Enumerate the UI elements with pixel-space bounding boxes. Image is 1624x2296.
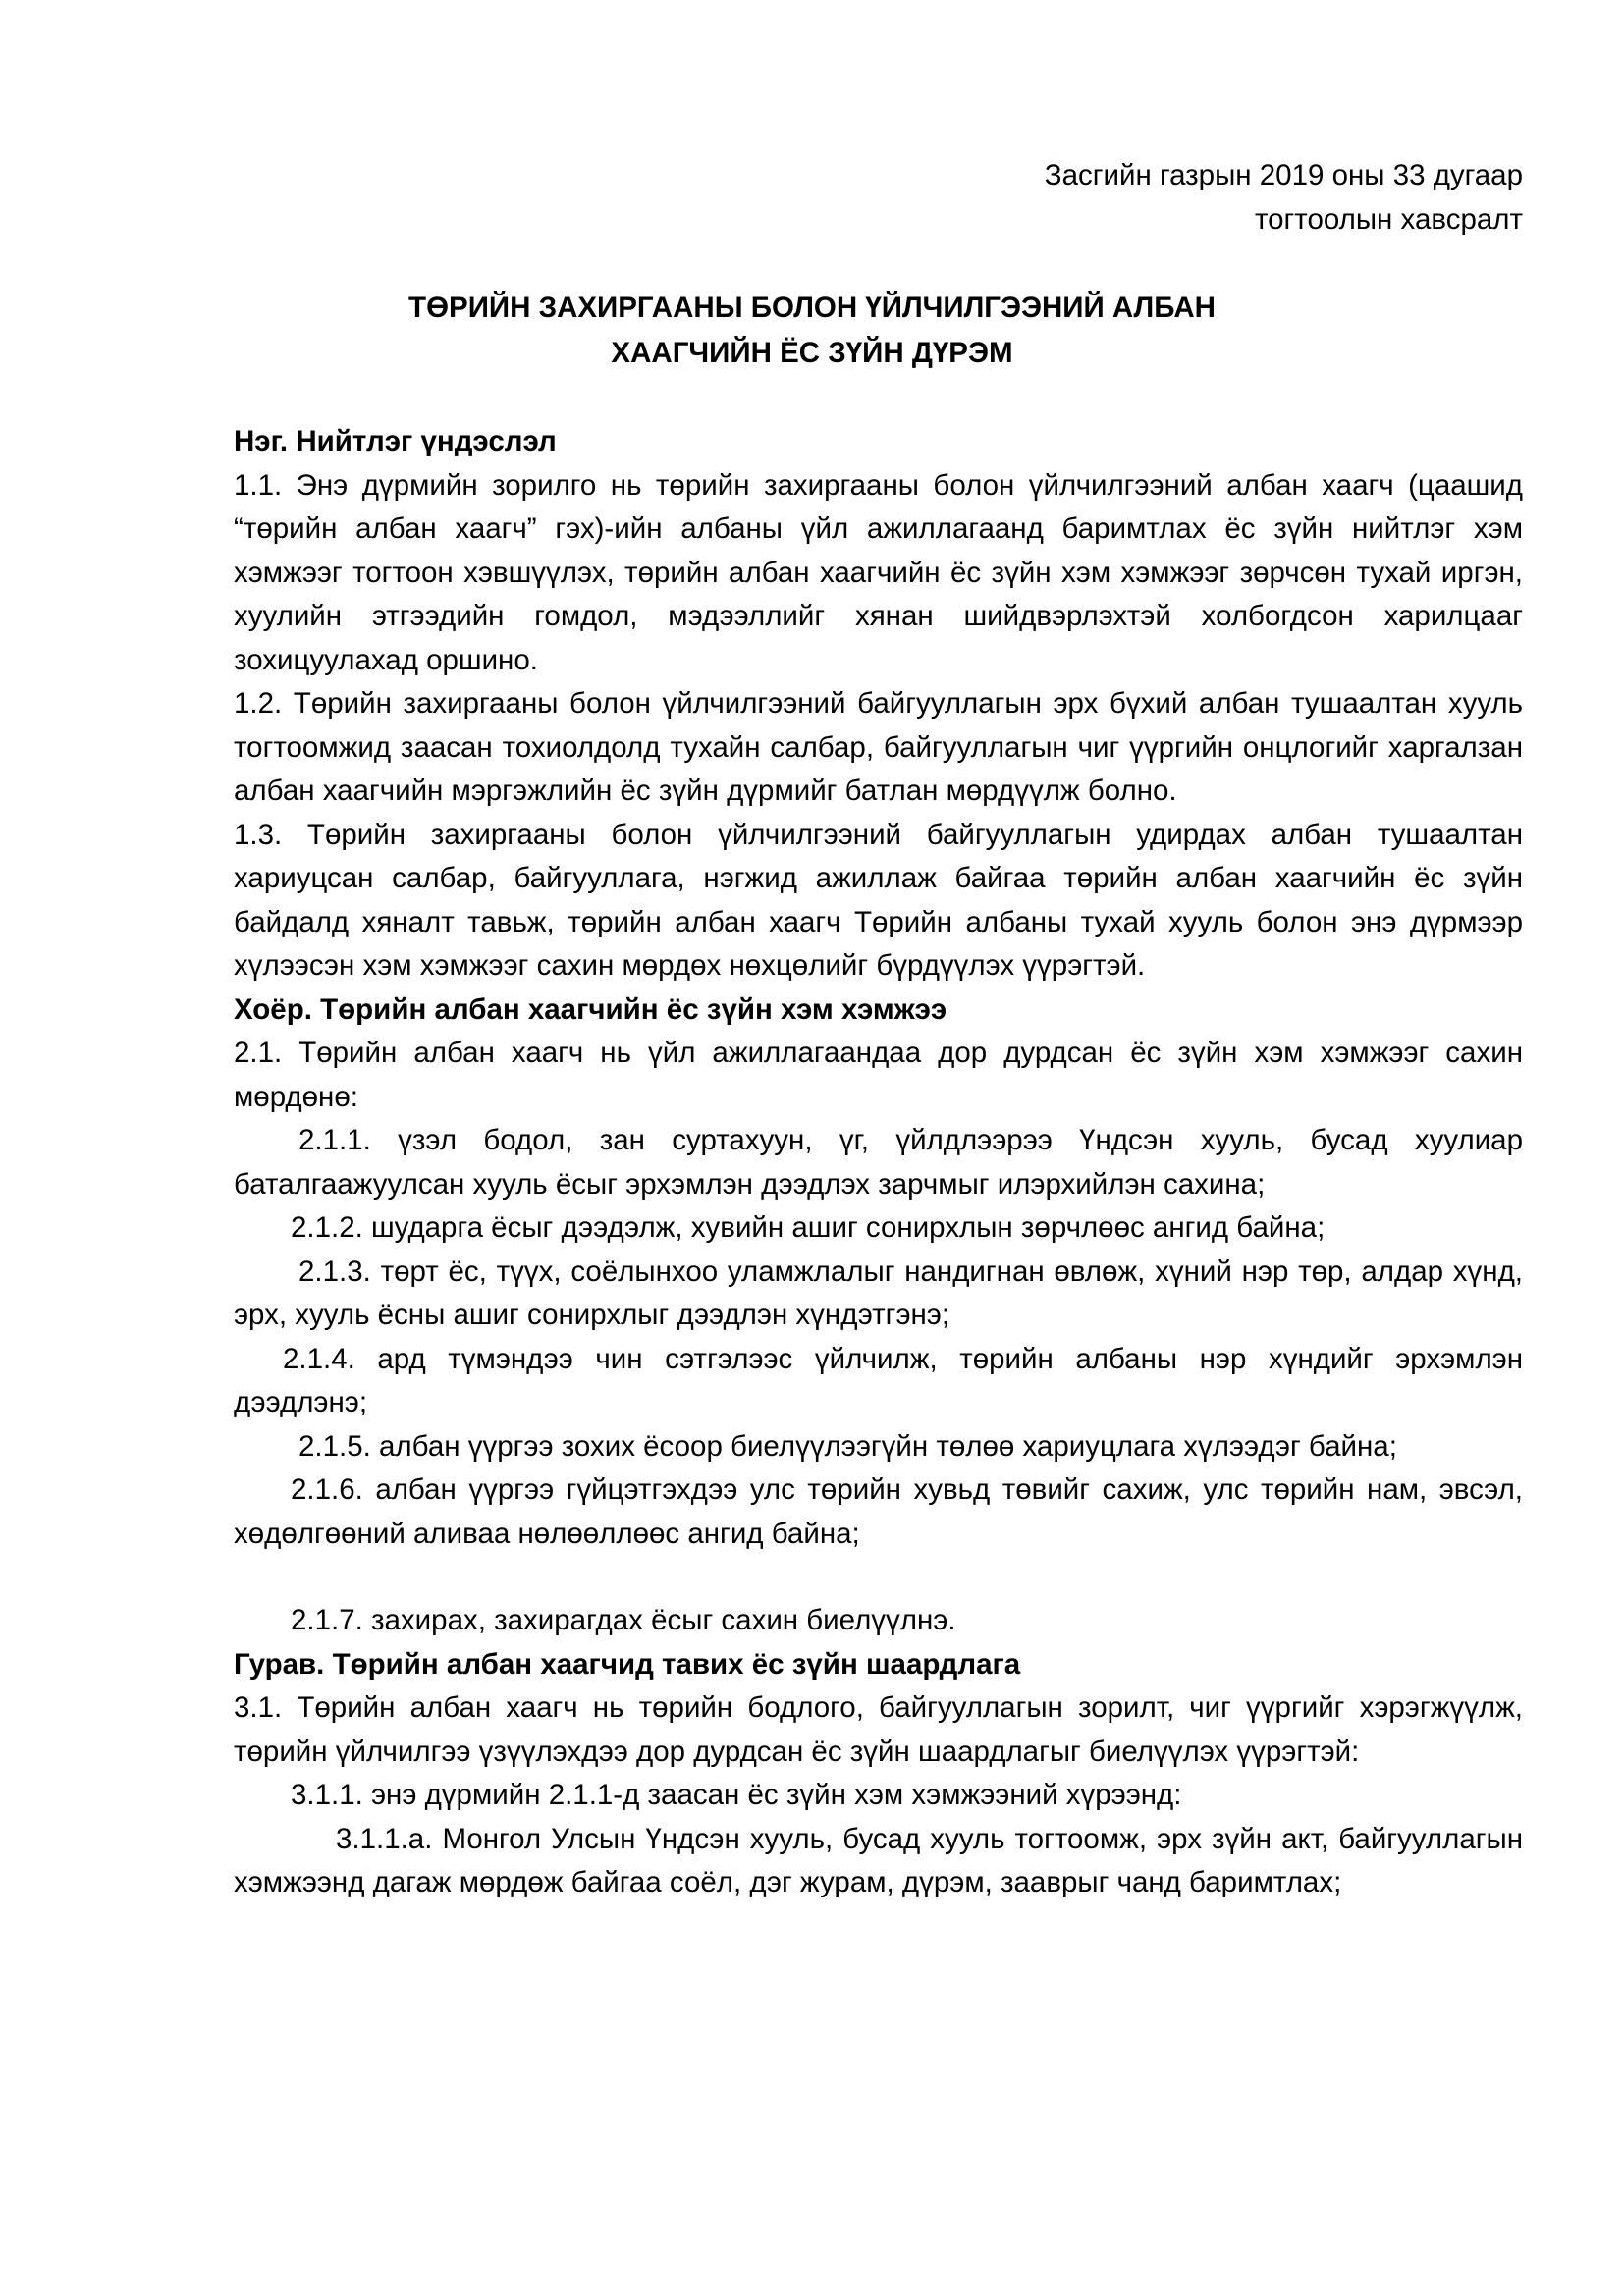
paragraph-1-2: 1.2. Төрийн захиргааны болон үйлчилгээний байгууллагын эрх бүхий албан тушаалтан хууль тогтоомжид заасан тохиолдолд тухайн салбар, байгууллагын чиг үүргийн онцлогийг харгалзан албан хаагчийн мэргэжлийн ёс зүйн дүрмийг батлан мөрдүүлж болно. xyxy=(234,687,1523,807)
document-body xyxy=(234,420,1523,1905)
section-heading-2: Хоёр. Төрийн албан хаагчийн ёс зүйн хэм хэмжээ xyxy=(234,992,947,1026)
section-heading-3: Гурав. Төрийн албан хаагчид тавих ёс зүйн шаардлага xyxy=(234,1647,1021,1681)
blank-line xyxy=(234,1556,1523,1599)
paragraph-3-1: 3.1. Төрийн албан хаагч нь төрийн бодлого, байгууллагын зорилт, чиг үүргийг хэрэгжүүлж, төрийн үйлчилгээ үзүүлэхдээ дор дурдсан ёс зүйн шаардлагыг биелүүлэх үүрэгтэй: xyxy=(234,1691,1523,1768)
paragraph-3-1-1-a: 3.1.1.а. Монгол Улсын Үндсэн хууль, бусад хууль тогтоомж, эрх зүйн акт, байгууллагын хэмжээнд дагаж мөрдөж байгаа соёл, дэг журам, дүрэм, зааврыг чанд баримтлах; xyxy=(234,1822,1523,1898)
paragraph-1-1: 1.1. Энэ дүрмийн зорилго нь төрийн захиргааны болон үйлчилгээний албан хаагч (цаашид “төрийн албан хаагч” гэх)-ийн албаны үйл ажиллагаанд баримтлах ёс зүйн нийтлэг хэм хэмжээг тогтоон хэвшүүлэх, төрийн албан хаагчийн ёс зүйн хэм хэмжээг зөрчсөн тухай иргэн, хуулийн этгээдийн гомдол, мэдээллийг хянан шийдвэрлэхтэй холбогдсон харилцааг зохицуулахад оршино. xyxy=(234,468,1523,676)
paragraph-2-1-5: 2.1.5. албан үүргээ зохих ёсоор биелүүлээгүйн төлөө хариуцлага хүлээдэг байна; xyxy=(298,1429,1397,1463)
paragraph-2-1: 2.1. Төрийн албан хаагч нь үйл ажиллагаандаа дор дурдсан ёс зүйн хэм хэмжээг сахин мөрдөнө: xyxy=(234,1037,1523,1113)
paragraph-2-1-7: 2.1.7. захирах, захирагдах ёсыг сахин биелүүлнэ. xyxy=(291,1604,956,1636)
paragraph-1-3: 1.3. Төрийн захиргааны болон үйлчилгээний байгууллагын удирдах албан тушаалтан хариуцсан салбар, байгууллага, нэгжид ажиллаж байгаа төрийн албан хаагчийн ёс зүйн байдалд хяналт тавьж, төрийн албан хаагч Төрийн албаны тухай хууль болон энэ дүрмээр хүлээсэн хэм хэмжээг сахин мөрдөх нөхцөлийг бүрдүүлэх үүрэгтэй. xyxy=(234,818,1523,982)
annex-reference xyxy=(1045,153,1523,241)
paragraph-3-1-1: 3.1.1. энэ дүрмийн 2.1.1-д заасан ёс зүйн хэм хэмжээний хүрээнд: xyxy=(291,1779,1182,1811)
paragraph-2-1-2: 2.1.2. шударга ёсыг дээдэлж, хувийн ашиг сонирхлын зөрчлөөс ангид байна; xyxy=(291,1211,1326,1244)
paragraph-2-1-3: 2.1.3. төрт ёс, түүх, соёлынхоо уламжлалыг нандигнан өвлөж, хүний нэр төр, алдар хүнд, эрх, хууль ёсны ашиг сонирхлыг дээдлэн хүндэтгэнэ; xyxy=(234,1255,1523,1331)
title-line-1: ТӨРИЙН ЗАХИРГААНЫ БОЛОН ҮЙЛЧИЛГЭЭНИЙ АЛБАН xyxy=(408,292,1216,324)
annex-line-1: Засгийн газрын 2019 оны 33 дугаар xyxy=(1044,159,1523,191)
paragraph-2-1-4: 2.1.4. ард түмэндээ чин сэтгэлээс үйлчилж, төрийн албаны нэр хүндийг эрхэмлэн дээдлэнэ; xyxy=(234,1342,1523,1418)
annex-line-2: тогтоолын хавсралт xyxy=(1254,203,1523,236)
document-title xyxy=(226,286,1398,376)
section-heading-1: Нэг. Нийтлэг үндэслэл xyxy=(234,425,557,457)
paragraph-2-1-6: 2.1.6. албан үүргээ гүйцэтгэхдээ улс төрийн хувьд төвийг сахиж, улс төрийн нам, эвсэл, хөдөлгөөний аливаа нөлөөллөөс ангид байна; xyxy=(234,1473,1523,1550)
paragraph-2-1-1: 2.1.1. үзэл бодол, зан суртахуун, үг, үйлдлээрээ Үндсэн хууль, бусад хуулиар баталгаажуулсан хууль ёсыг эрхэмлэн дээдлэх зарчмыг илэрхийлэн сахина; xyxy=(234,1124,1523,1201)
title-line-2: ХААГЧИЙН ЁС ЗҮЙН ДҮРЭМ xyxy=(611,337,1013,369)
